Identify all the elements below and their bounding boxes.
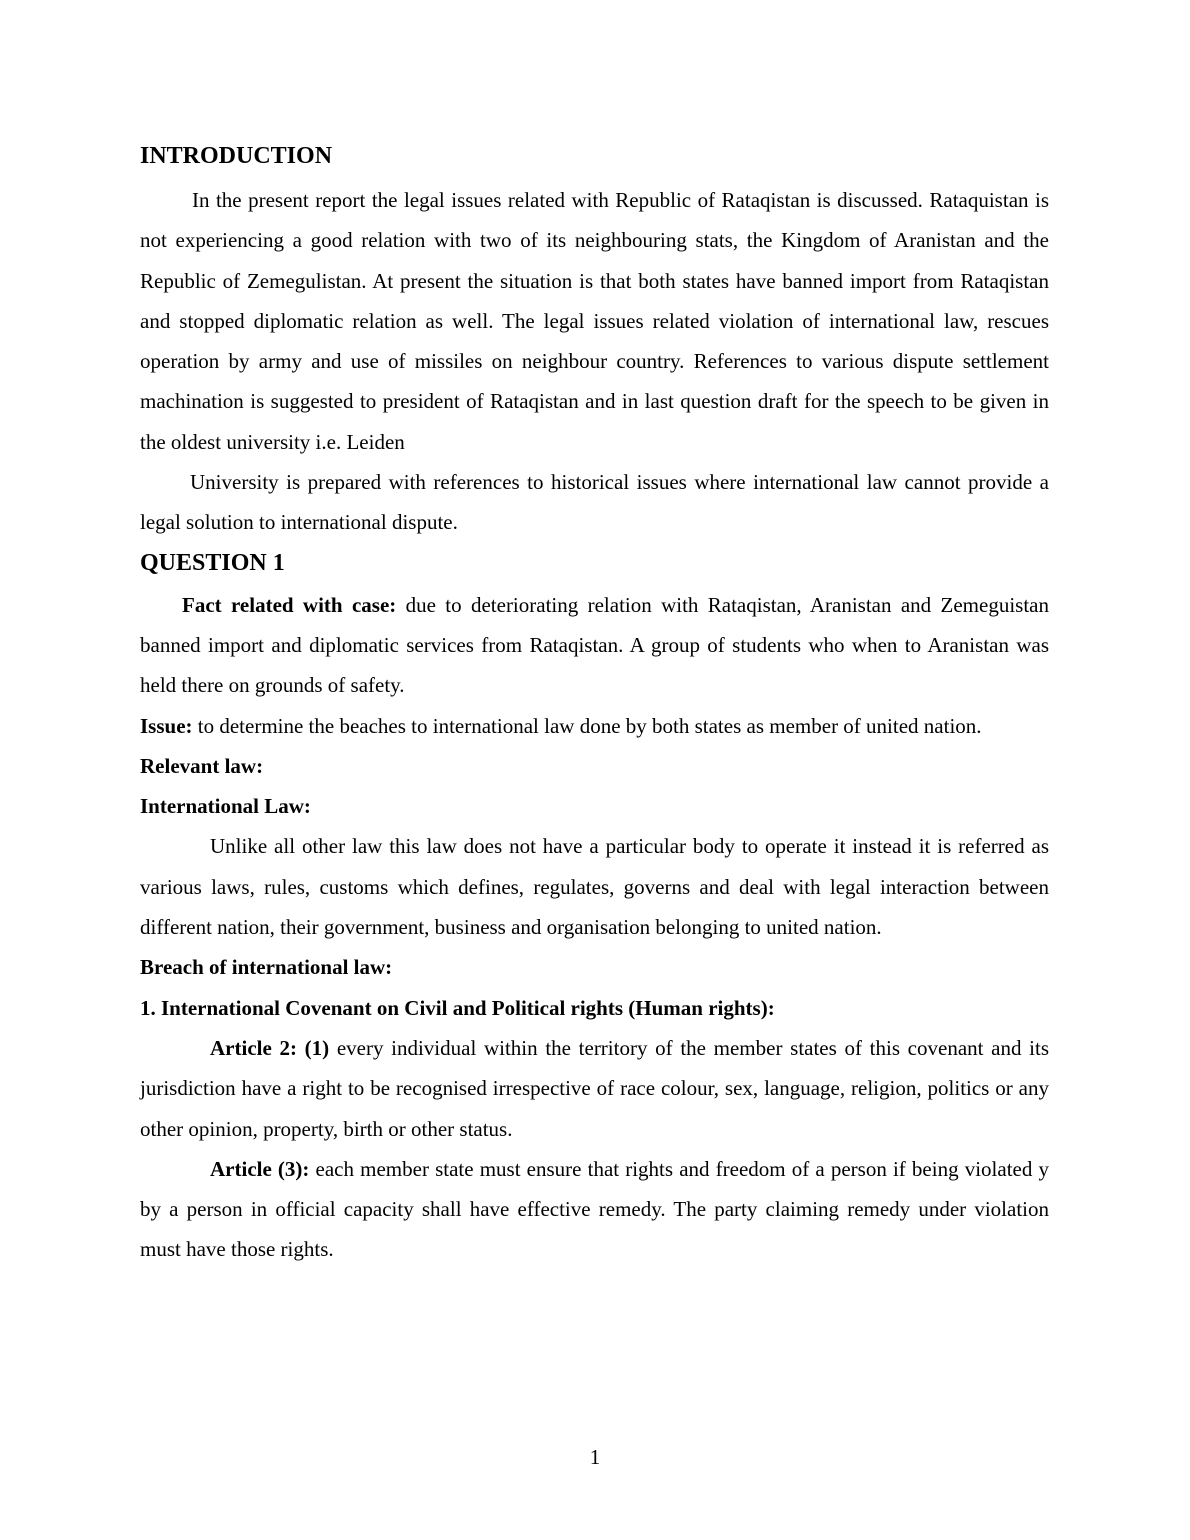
- breach-heading: Breach of international law:: [140, 955, 393, 980]
- page-number: 1: [589, 1445, 601, 1469]
- document-page: [140, 138, 1049, 1270]
- article-3-text: each member state must ensure that rights and freedom of a person if being violated y by a person in official capacity shall have effective remedy. The party claiming remedy under violation must have those rights.: [140, 1156, 1049, 1262]
- fact-text: due to deteriorating relation with Rataqistan, Aranistan and Zemeguistan banned import and diplomatic services from Rataqistan. A group of students who when to Aranistan was held there on grounds of safety.: [140, 592, 1049, 698]
- introduction-paragraph-1: In the present report the legal issues related with Republic of Rataqistan is discussed. Rataquistan is not experiencing a good relation with two of its neighbouring stats, the Kingdom of Aranistan and the Republic of Zemegulistan. At present the situation is that both states have banned import from Rataqistan and stopped diplomatic relation as well. The legal issues related violation of international law, rescues operation by army and use of missiles on neighbour country. References to various dispute settlement machination is suggested to president of Rataqistan and in last question draft for the speech to be given in the oldest university i.e. Leiden: [140, 188, 1049, 454]
- international-law-heading: International Law:: [140, 794, 311, 819]
- question-1-heading: QUESTION 1: [140, 549, 285, 576]
- article-2-paragraph: [140, 1028, 1049, 1149]
- issue-paragraph: [140, 706, 1049, 746]
- article-2-label: Article 2: (1): [210, 1035, 330, 1060]
- issue-label: Issue:: [140, 713, 193, 738]
- covenant-heading: 1. International Covenant on Civil and Political rights (Human rights):: [140, 995, 775, 1020]
- article-2-text: every individual within the territory of the member states of this covenant and its jurisdiction have a right to be recognised irrespective of race colour, sex, language, religion, politics or any other opinion, property, birth or other status.: [140, 1035, 1049, 1141]
- international-law-paragraph: Unlike all other law this law does not have a particular body to operate it instead it is referred as various laws, rules, customs which defines, regulates, governs and deal with legal interaction between different nation, their government, business and organisation belonging to united nation.: [140, 834, 1049, 940]
- issue-text: to determine the beaches to international law done by both states as member of united nation.: [192, 713, 982, 738]
- introduction-paragraph-2: University is prepared with references to historical issues where international law cannot provide a legal solution to international dispute.: [140, 470, 1049, 535]
- fact-label: Fact related with case:: [182, 592, 397, 617]
- article-3-paragraph: [140, 1149, 1049, 1270]
- relevant-law-heading: Relevant law:: [140, 753, 264, 778]
- article-3-label: Article (3):: [210, 1156, 310, 1181]
- introduction-heading: INTRODUCTION: [140, 143, 333, 169]
- fact-paragraph: [140, 585, 1049, 706]
